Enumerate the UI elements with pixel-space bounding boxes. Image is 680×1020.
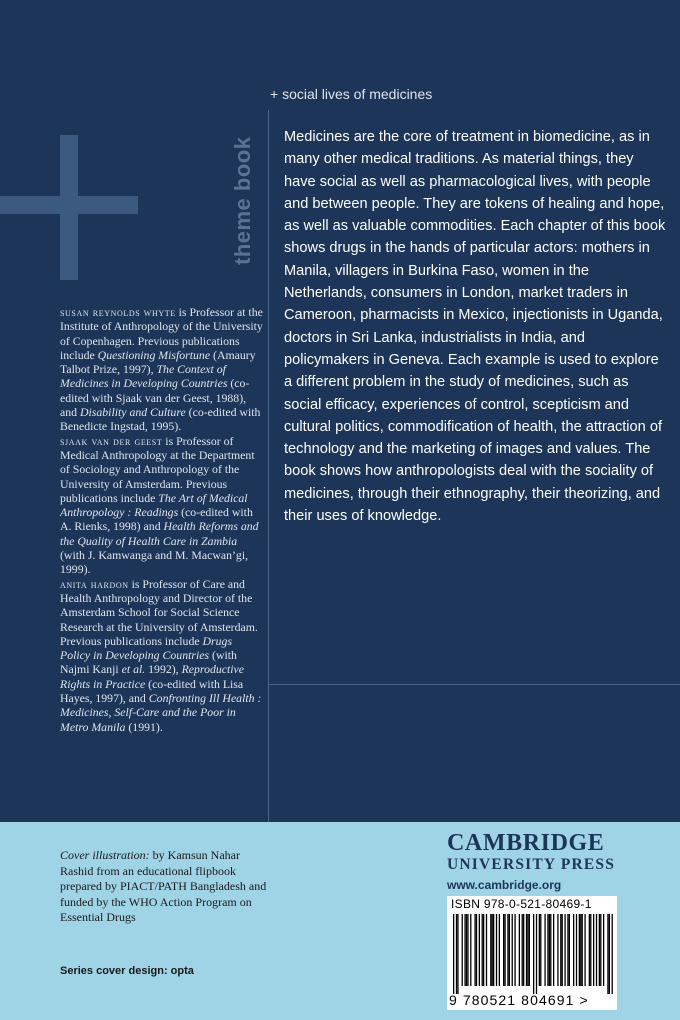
barcode-bar: [456, 914, 457, 994]
barcode-bar: [482, 914, 483, 986]
cover-illustration-text: by Kamsun Nahar Rashid from an educational flipbook prepared by PIACT/PATH Bangladesh and funded by the WHO Action Program on Essential Drugs: [60, 848, 267, 924]
publisher-url[interactable]: www.cambridge.org: [447, 878, 562, 892]
barcode-icon: [453, 914, 613, 994]
barcode-bar: [564, 914, 565, 986]
barcode-bar: [569, 914, 570, 986]
barcode-bar: [562, 914, 563, 986]
barcode-bar: [567, 914, 568, 986]
barcode-bar: [544, 914, 545, 986]
bio-text: is Professor of Care and Health Anthropology and Director of the Amsterdam School for Social Science Research at the University of Amsterdam. Previous publications include: [60, 576, 258, 648]
barcode-bar: [486, 914, 487, 986]
series-label: social lives of medicines: [282, 86, 433, 102]
theme-book-label: theme book: [230, 136, 255, 265]
series-cover-design: Series cover design: opta: [60, 965, 194, 977]
barcode-bar: [590, 914, 591, 986]
book-title: Reproductive Rights in Practice: [60, 662, 245, 691]
author-name: sjaak van der geest: [60, 433, 163, 448]
bio-whyte: [60, 305, 265, 434]
barcode-bar: [503, 914, 504, 986]
book-title: Drugs Policy in Developing Countries: [60, 633, 233, 663]
barcode-bar: [479, 914, 480, 986]
publisher-name: CAMBRIDGE: [447, 830, 605, 856]
barcode-bar: [579, 914, 580, 986]
barcode-bar: [470, 914, 471, 986]
barcode-bar: [526, 914, 527, 986]
barcode-bar: [573, 914, 574, 986]
book-title: et al.: [121, 662, 146, 677]
barcode-bar: [557, 914, 558, 986]
barcode-bar: [462, 914, 463, 986]
bio-van-der-geest: [60, 434, 265, 577]
bio-text: (co-edited with Lisa Hayes, 1997), and: [60, 676, 244, 706]
book-title: Disability and Culture: [79, 405, 186, 420]
barcode-bar: [599, 914, 600, 986]
cover-illustration-credit: [60, 848, 270, 926]
book-title: Confronting Ill Health : Medicines, Self-Care and the Poor in Metro Manila: [60, 691, 262, 734]
barcode-bar: [499, 914, 500, 986]
barcode-bar: [466, 914, 467, 986]
barcode-bar: [612, 914, 613, 994]
barcode-bar: [474, 914, 475, 986]
plus-logo-horizontal: [0, 196, 138, 214]
bio-text: (with Najmi Kanji: [60, 648, 237, 677]
bio-text: is Professor of Medical Anthropology at the Department of Sociology and Anthropology of the University of Amsterdam. Previous publications include: [60, 433, 255, 505]
barcode-bar: [490, 914, 491, 986]
barcode-bar: [519, 914, 520, 986]
bio-text: (co-edited with Benedicte Ingstad, 1995).: [60, 405, 261, 434]
barcode-bar: [582, 914, 583, 986]
barcode-bar: [580, 914, 581, 986]
book-title: Questioning Misfortune: [97, 347, 211, 362]
bottom-band: [0, 822, 680, 1020]
barcode-bar: [453, 914, 454, 994]
divider-vertical: [268, 110, 269, 822]
series-plus: +: [270, 86, 279, 102]
bio-text: (1991).: [125, 719, 163, 734]
barcode-bar: [457, 914, 458, 994]
barcode-bar: [464, 914, 465, 986]
barcode-bar: [593, 914, 594, 986]
barcode-bar: [553, 914, 554, 986]
bio-hardon: [60, 577, 265, 734]
author-bios: [60, 305, 265, 734]
barcode-bar: [549, 914, 550, 986]
book-blurb: Medicines are the core of treatment in biomedicine, as in many other medical traditions. As material things, they have social as well as pharmacological lives, with people and between people. They are tokens of healing and hope, as well as valuable commodities. Each chapter of this book shows drugs in the hands of particular actors: mothers in Manila, villagers in Burkina Faso, women in the Netherlands, consumers in London, market traders in Cameroon, pharmacists in Mexico, injectionists in Uganda, doctors in Sri Lanka, industrialists in India, and policymakers in Geneva. Each example is used to explore a different problem in the study of medicines, such as social efficacy, experiences of control, scepticism and cultural politics, commodification of health, the attraction of technology and the marketing of images and values. The book shows how anthropologists deal with the sociality of medicines, through their ethnography, their theorizing, and their uses of knowledge.: [284, 129, 666, 525]
barcode-bar: [476, 914, 477, 986]
barcode-bar: [507, 914, 508, 986]
barcode-bar: [527, 914, 528, 986]
book-title: Health Reforms and the Quality of Health Care in Zambia: [60, 519, 259, 548]
series-title: [270, 86, 432, 102]
barcode-bar: [483, 914, 484, 986]
barcode-bar: [584, 914, 585, 986]
barcode-bar: [607, 914, 608, 994]
barcode-bar: [504, 914, 505, 986]
bio-text: (co-edited with A. Rienks, 1998) and: [60, 505, 253, 534]
barcode-number: [449, 992, 589, 1008]
barcode-bar: [609, 914, 610, 994]
barcode-bar: [522, 914, 523, 986]
barcode-bar: [492, 914, 493, 986]
barcode-bar: [514, 914, 515, 986]
author-name: susan reynolds whyte: [60, 305, 176, 319]
barcode-bar: [523, 914, 524, 986]
barcode-bar: [533, 914, 534, 994]
isbn-label: ISBN 978-0-521-80469-1: [451, 897, 592, 911]
barcode-quiet-zone-mark: >: [579, 992, 589, 1008]
divider-horizontal: [268, 684, 680, 685]
bio-text: (co-edited with Sjaak van der Geest, 1988), and: [60, 376, 250, 420]
barcode-digits: 9 780521 804691: [449, 992, 575, 1008]
barcode-bar: [550, 914, 551, 986]
bio-text: 1992),: [145, 662, 182, 677]
publisher-logo: [447, 830, 615, 892]
bio-text: is Professor at the Institute of Anthropology of the University of Copenhagen. Previous publications include: [60, 305, 263, 362]
barcode-bar: [596, 914, 597, 986]
barcode-bar: [589, 914, 590, 986]
barcode-bar: [539, 914, 540, 986]
author-name: anita hardon: [60, 576, 129, 591]
barcode-bar: [547, 914, 548, 986]
book-title: The Context of Medicines in Developing Countries: [60, 362, 228, 391]
cover-illustration-label: Cover illustration:: [60, 848, 150, 862]
barcode-panel: [447, 896, 617, 1010]
publisher-subname: UNIVERSITY PRESS: [447, 856, 616, 873]
barcode-bar: [603, 914, 604, 986]
barcode-bar: [509, 914, 510, 986]
barcode-bar: [512, 914, 513, 986]
barcode-bar: [536, 914, 537, 994]
barcode-bar: [467, 914, 468, 986]
barcode-bar: [600, 914, 601, 986]
barcode-bar: [493, 914, 494, 986]
barcode-bar: [540, 914, 541, 986]
barcode-bar: [560, 914, 561, 986]
bio-text: (with J. Kamwanga and M. Macwan’gi, 1999).: [60, 548, 249, 577]
barcode-bar: [576, 914, 577, 986]
barcode-bar: [496, 914, 497, 986]
book-title: The Art of Medical Anthropology : Readings: [60, 490, 248, 520]
bio-text: (Amaury Talbot Prize, 1997),: [60, 347, 256, 377]
barcode-bar: [529, 914, 530, 986]
